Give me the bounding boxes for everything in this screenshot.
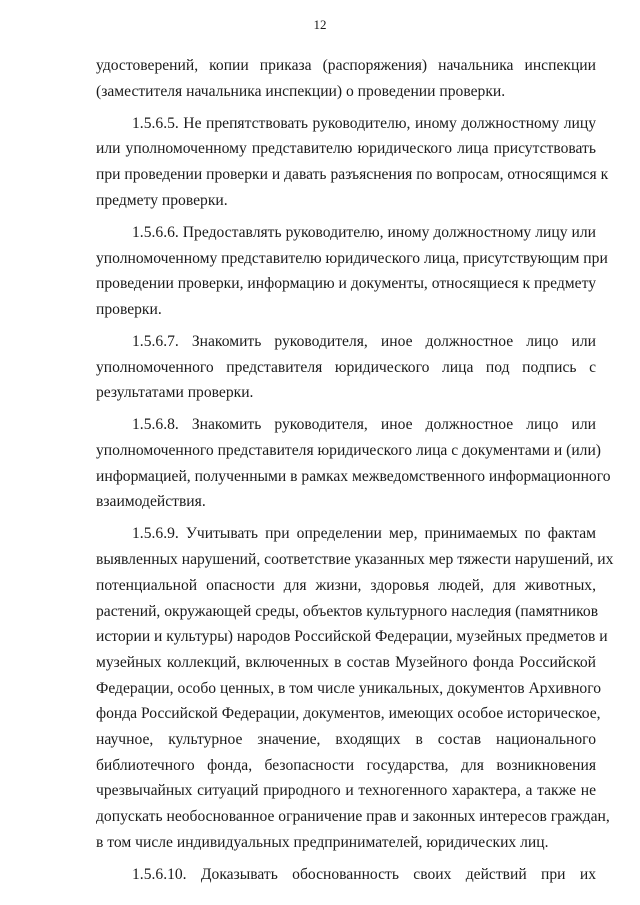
- text-line: истории и культуры) народов Российской Федерации, музейных предметов и: [96, 628, 608, 646]
- text-line: информацией, полученными в рамках межведомственного информационного: [96, 467, 611, 485]
- text-line: уполномоченному представителю юридического лица, присутствующим при: [96, 249, 608, 267]
- text-line: результатами проверки.: [96, 384, 254, 402]
- text-line: выявленных нарушений, соответствие указанных мер тяжести нарушений, их: [96, 551, 614, 569]
- text-line: удостоверений, копии приказа (распоряжения) начальника инспекции: [96, 57, 596, 74]
- text-line: или уполномоченному представителю юридического лица присутствовать: [96, 140, 596, 158]
- paragraph-1-5-6-8: [96, 412, 611, 515]
- text-line: взаимодействия.: [96, 493, 206, 511]
- text-line: уполномоченного представителя юридического лица с документами и (или): [96, 442, 601, 460]
- text-line: 1.5.6.8. Знакомить руководителя, иное должностное лицо или: [132, 416, 596, 434]
- document-body: [96, 53, 614, 888]
- text-line: библиотечного фонда, безопасности государства, для возникновения: [96, 756, 596, 774]
- text-line: проверки.: [96, 300, 162, 318]
- text-line: в том числе индивидуальных предпринимателей, юридических лиц.: [96, 833, 549, 851]
- text-line: уполномоченного представителя юридического лица под подпись с: [96, 358, 596, 376]
- text-line: (заместителя начальника инспекции) о проведении проверки.: [96, 82, 506, 100]
- paragraph-1-5-6-9: [96, 521, 614, 855]
- text-line: 1.5.6.6. Предоставлять руководителю, иному должностному лицу или: [132, 223, 596, 241]
- text-line: научное, культурное значение, входящих в состав национального: [96, 731, 596, 749]
- text-line: 1.5.6.5. Не препятствовать руководителю, иному должностному лицу: [132, 114, 596, 132]
- paragraph-1-5-6-7: [96, 329, 596, 406]
- text-line: растений, окружающей среды, объектов культурного наследия (памятников: [96, 602, 599, 620]
- text-line: Федерации, особо ценных, в том числе уникальных, документов Архивного: [96, 679, 602, 697]
- paragraph-1-5-6-10: [96, 862, 596, 888]
- paragraph-1-5-6-5: [96, 111, 609, 214]
- text-line: при проведении проверки и давать разъяснения по вопросам, относящимся к: [96, 166, 609, 184]
- text-line: фонда Российской Федерации, документов, имеющих особое историческое,: [96, 705, 601, 723]
- text-line: потенциальной опасности для жизни, здоровья людей, для животных,: [96, 576, 596, 594]
- text-line: 1.5.6.9. Учитывать при определении мер, принимаемых по фактам: [132, 525, 596, 543]
- text-line: музейных коллекций, включенных в состав Музейного фонда Российской: [96, 653, 596, 671]
- text-line: проведении проверки, информацию и документы, относящиеся к предмету: [96, 275, 596, 293]
- paragraph-1-5-6-6: [96, 220, 608, 323]
- text-line: предмету проверки.: [96, 191, 228, 209]
- page-number: 12: [313, 17, 327, 32]
- text-line: 1.5.6.10. Доказывать обоснованность своих действий при их: [132, 865, 596, 883]
- text-line: допускать необоснованное ограничение прав и законных интересов граждан,: [96, 808, 610, 826]
- paragraph-continuation: [96, 53, 596, 104]
- text-line: 1.5.6.7. Знакомить руководителя, иное должностное лицо или: [132, 332, 596, 350]
- text-line: чрезвычайных ситуаций природного и техногенного характера, а также не: [96, 782, 596, 800]
